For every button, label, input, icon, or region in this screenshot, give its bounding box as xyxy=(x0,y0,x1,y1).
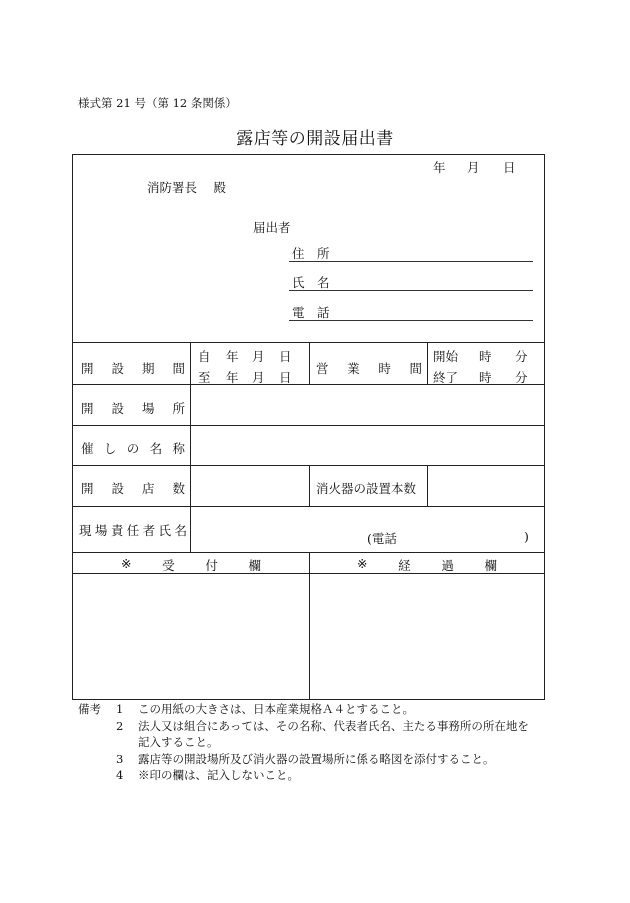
form-frame xyxy=(72,154,545,700)
applicant-label: 届出者 xyxy=(253,220,291,235)
hours-start-minute: 分 xyxy=(515,349,528,364)
stall-count-label: 開 設 店 数 xyxy=(81,481,185,496)
hours-start-label: 開始 xyxy=(433,349,459,364)
rule-5 xyxy=(73,506,544,507)
hours-end-minute: 分 xyxy=(515,370,528,385)
period-from-day: 日 xyxy=(279,349,292,364)
period-hours-divider xyxy=(309,342,310,384)
hours-end-hour: 時 xyxy=(479,370,492,385)
note-2 xyxy=(78,718,529,735)
reception-progress-divider xyxy=(309,552,310,700)
period-to-month: 月 xyxy=(252,370,265,385)
addressee-label: 消防署長 殿 xyxy=(147,180,226,195)
stalls-extinguisher-divider xyxy=(309,465,310,506)
note-number: 1 xyxy=(116,702,124,716)
note-text: この用紙の大きさは、日本産業規格Ａ４とすること。 xyxy=(138,702,414,716)
note-text: 記入すること。 xyxy=(138,735,219,749)
stall-count-field[interactable] xyxy=(193,468,305,503)
name-field[interactable] xyxy=(289,290,533,291)
hours-end-label: 終了 xyxy=(433,370,459,385)
manager-label: 現 場 責 任 者 氏 名 xyxy=(79,523,187,538)
progress-label: ※ 経 過 欄 xyxy=(357,556,497,573)
note-4 xyxy=(78,767,529,784)
date-month-label: 月 xyxy=(467,160,480,175)
rule-2 xyxy=(73,384,544,385)
date-day-label: 日 xyxy=(503,160,516,175)
note-3 xyxy=(78,751,529,768)
place-field[interactable] xyxy=(193,387,541,423)
name-label: 氏 名 xyxy=(292,275,330,290)
event-name-field[interactable] xyxy=(193,428,541,463)
manager-phone-close: ) xyxy=(524,529,529,544)
note-number: 4 xyxy=(116,768,124,782)
period-from-month: 月 xyxy=(252,349,265,364)
period-to-day: 日 xyxy=(279,370,292,385)
note-text: ※印の欄は、記入しないこと。 xyxy=(138,768,299,782)
address-label: 住 所 xyxy=(292,246,330,261)
notes-label: 備考 xyxy=(78,702,101,716)
period-from-label: 自 xyxy=(198,349,211,364)
extinguisher-label: 消火器の設置本数 xyxy=(316,481,417,496)
form-number: 様式第 21 号（第 12 条関係） xyxy=(78,96,237,110)
phone-field[interactable] xyxy=(289,320,533,321)
note-1 xyxy=(78,701,529,718)
hours-start-hour: 時 xyxy=(479,349,492,364)
label-column-divider xyxy=(190,342,191,552)
note-number: 3 xyxy=(116,751,124,766)
hours-value-divider xyxy=(427,342,428,384)
notes-section xyxy=(78,701,529,784)
phone-label: 電 話 xyxy=(292,305,330,320)
note-text: 露店等の開設場所及び消火器の設置場所に係る略図を添付すること。 xyxy=(138,751,495,766)
note-number: 2 xyxy=(116,718,124,733)
manager-phone-open: (電話 xyxy=(367,531,397,546)
note-2-continuation xyxy=(78,734,529,751)
address-field[interactable] xyxy=(289,261,533,262)
period-from-year: 年 xyxy=(226,349,239,364)
extinguisher-count-field[interactable] xyxy=(431,468,541,503)
note-text: 法人又は組合にあっては、その名称、代表者氏名、主たる事務所の所在地を xyxy=(138,718,529,733)
rule-3 xyxy=(73,425,544,426)
period-to-year: 年 xyxy=(226,370,239,385)
document-title: 露店等の開設届出書 xyxy=(236,129,394,149)
event-name-label: 催 し の 名 称 xyxy=(81,441,185,456)
period-to-label: 至 xyxy=(198,370,211,385)
place-label: 開 設 場 所 xyxy=(81,401,185,416)
date-year-label: 年 xyxy=(433,160,446,175)
reception-label: ※ 受 付 欄 xyxy=(121,556,261,573)
period-label: 開 設 期 間 xyxy=(81,361,185,376)
hours-label: 営 業 時 間 xyxy=(316,361,422,376)
progress-area xyxy=(312,576,542,698)
extinguisher-value-divider xyxy=(427,465,428,506)
reception-area xyxy=(75,576,307,698)
